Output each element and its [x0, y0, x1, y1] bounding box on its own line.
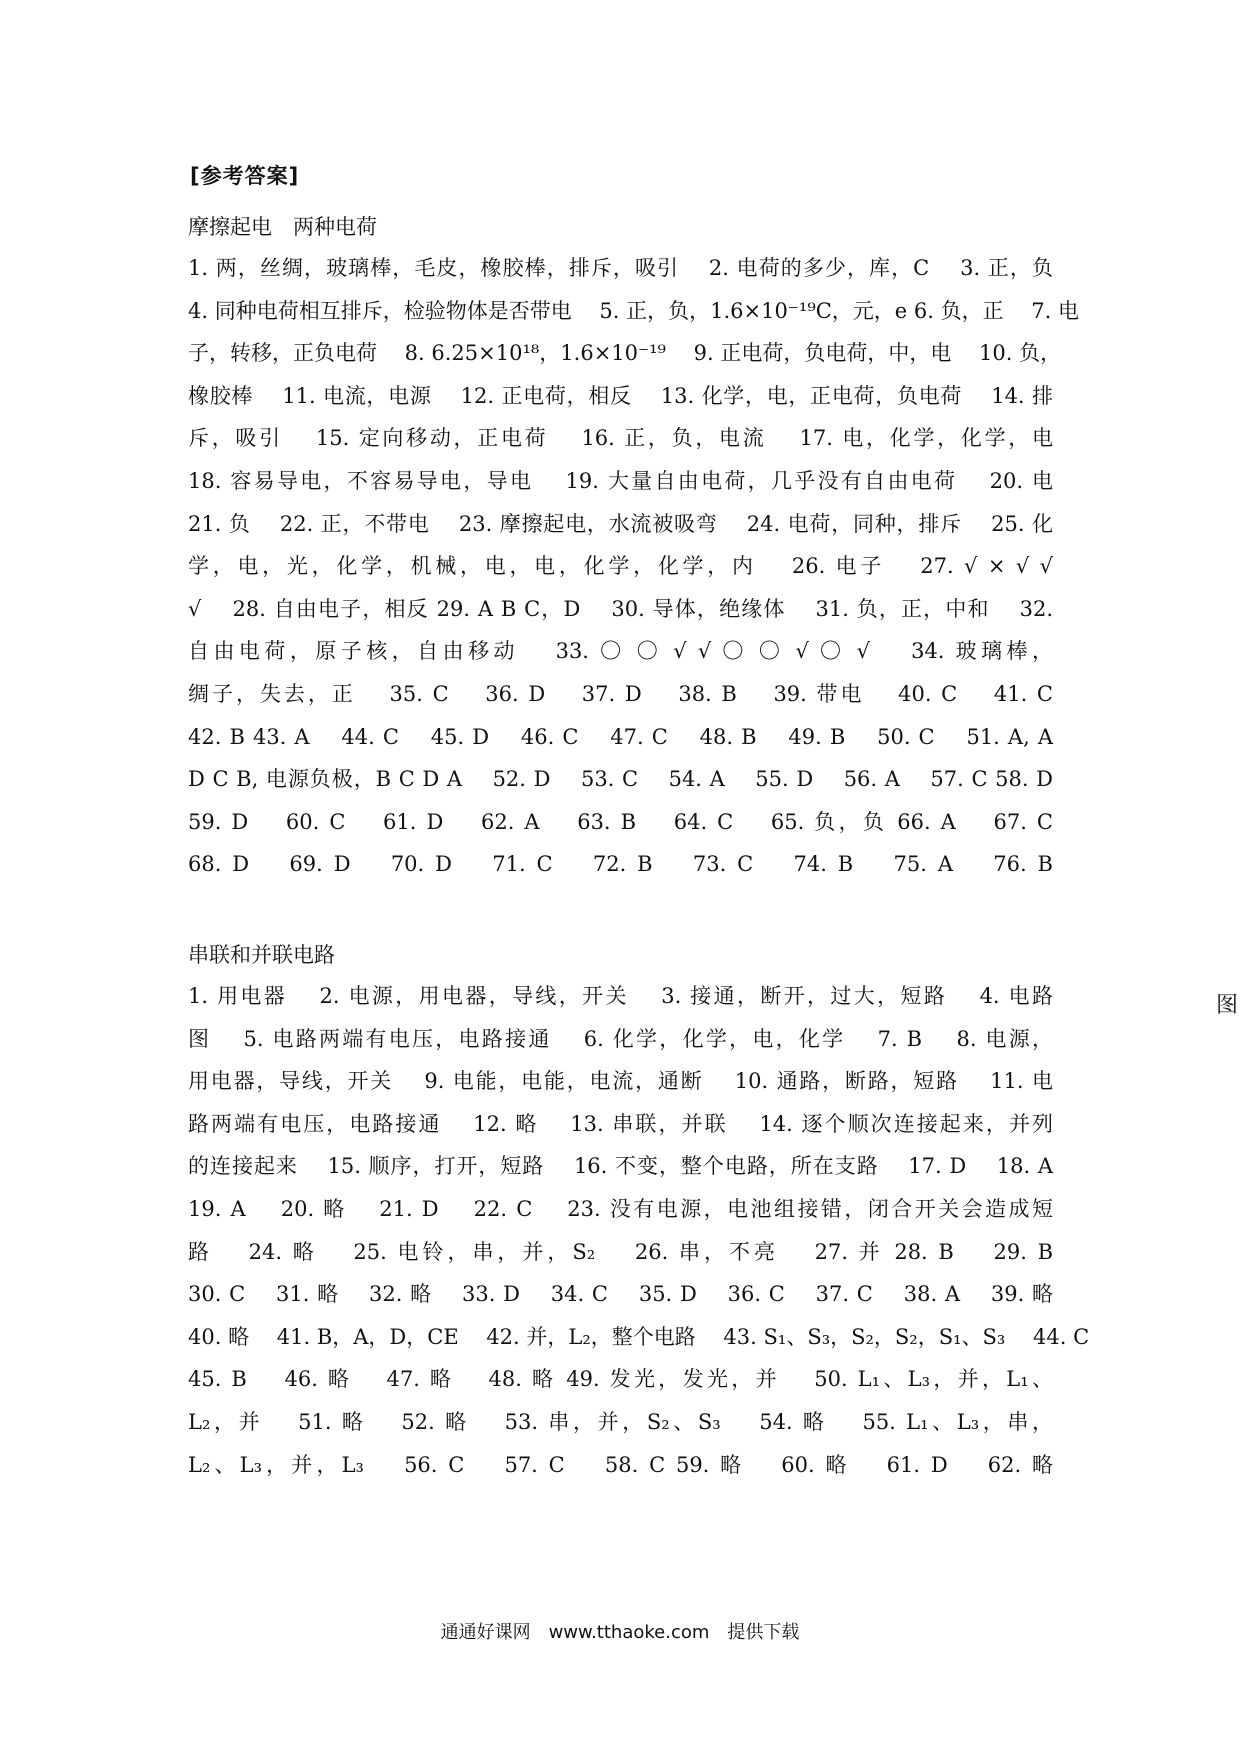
answer-line: 学，电，光，化学，机械，电，电，化学，化学，内 26. 电子 27. √ × √ √: [188, 554, 1053, 579]
section-series-parallel: [188, 935, 1090, 1486]
answer-line: 1. 两，丝绸，玻璃棒，毛皮，橡胶棒，排斥，吸引 2. 电荷的多少，库，C 3. 正，负: [188, 256, 1053, 280]
answer-line: L₂、L₃，并，L₃ 56. C 57. C 58. C 59. 略 60. 略 61. D 62. 略: [188, 1452, 1053, 1477]
answer-lines: [188, 975, 1090, 1486]
answer-line: 路 24. 略 25. 电铃，串，并，S₂ 26. 串，不亮 27. 并 28. B 29. B: [188, 1239, 1053, 1264]
answer-line: 18. 容易导电，不容易导电，导电 19. 大量自由电荷，几乎没有自由电荷 20. 电: [188, 468, 1053, 493]
answer-line: 自由电荷，原子核，自由移动 33. 〇 〇 √ √ 〇 〇 √ 〇 √ 34. 玻璃棒，: [188, 639, 1053, 664]
section-heading: 摩擦起电 两种电荷: [188, 215, 377, 239]
answer-line: 59. D 60. C 61. D 62. A 63. B 64. C 65. 负，负 66. A 67. C: [188, 809, 1053, 834]
answer-line: 1. 用电器 2. 电源，用电器，导线，开关 3. 接通，断开，过大，短路 4. 电路: [188, 984, 1053, 1008]
answer-line: 路两端有电压，电路接通 12. 略 13. 串联，并联 14. 逐个顺次连接起来，并列: [188, 1111, 1053, 1136]
answer-lines: [188, 247, 1080, 886]
answer-line: 绸子，失去，正 35. C 36. D 37. D 38. B 39. 带电 40. C 41. C: [188, 681, 1053, 706]
answer-line: 的连接起来 15. 顺序，打开，短路 16. 不变，整个电路，所在支路 17. D 18. A: [188, 1154, 1053, 1179]
answer-line: 斥，吸引 15. 定向移动，正电荷 16. 正，负，电流 17. 电，化学，化学，电: [188, 426, 1053, 451]
answer-line: 4. 同种电荷相互排斥，检验物体是否带电 5. 正，负，1.6×10⁻¹⁹C，元，e 6. 负，正 7. 电: [188, 298, 1080, 323]
margin-character: 图: [1216, 993, 1239, 1018]
section-heading: 串联和并联电路: [188, 943, 335, 967]
footer-credit: 通通好课网 www.tthaoke.com 提供下载: [440, 1622, 800, 1643]
answer-line: 40. 略 41. B，A，D，CE 42. 并，L₂，整个电路 43. S₁、S₃，S₂，S₂，S₁、S₃ 44. C: [188, 1324, 1090, 1349]
answer-line: 图 5. 电路两端有电压，电路接通 6. 化学，化学，电，化学 7. B 8. 电源，: [188, 1026, 1053, 1051]
answer-line: √ 28. 自由电子，相反 29. A B C，D 30. 导体，绝缘体 31. 负，正，中和 32.: [188, 596, 1053, 621]
section-friction-charges: [188, 207, 1080, 886]
answer-line: 30. C 31. 略 32. 略 33. D 34. C 35. D 36. C 37. C 38. A 39. 略: [188, 1282, 1053, 1307]
answer-line: 用电器，导线，开关 9. 电能，电能，电流，通断 10. 通路，断路，短路 11. 电: [188, 1069, 1053, 1094]
answer-line: 橡胶棒 11. 电流，电源 12. 正电荷，相反 13. 化学，电，正电荷，负电荷 14. 排: [188, 383, 1053, 408]
answer-line: 68. D 69. D 70. D 71. C 72. B 73. C 74. B 75. A 76. B: [188, 852, 1053, 877]
answer-line: 45. B 46. 略 47. 略 48. 略 49. 发光，发光，并 50. L₁、L₃，并，L₁、: [188, 1367, 1053, 1392]
answer-line: 42. B 43. A 44. C 45. D 46. C 47. C 48. B 49. B 50. C 51. A, A: [188, 724, 1053, 749]
answer-line: 子，转移，正负电荷 8. 6.25×10¹⁸，1.6×10⁻¹⁹ 9. 正电荷，负电荷，中，电 10. 负，: [188, 341, 1062, 366]
answer-line: 19. A 20. 略 21. D 22. C 23. 没有电源，电池组接错，闭合开关会造成短: [188, 1196, 1053, 1221]
answer-line: L₂，并 51. 略 52. 略 53. 串，并，S₂、S₃ 54. 略 55. L₁、L₃，串，: [188, 1409, 1053, 1434]
answer-line: D C B, 电源负极，B C D A 52. D 53. C 54. A 55. D 56. A 57. C 58. D: [188, 767, 1053, 792]
page-title: [参考答案]: [190, 164, 300, 188]
answer-line: 21. 负 22. 正，不带电 23. 摩擦起电，水流被吸弯 24. 电荷，同种，排斥 25. 化: [188, 511, 1053, 536]
